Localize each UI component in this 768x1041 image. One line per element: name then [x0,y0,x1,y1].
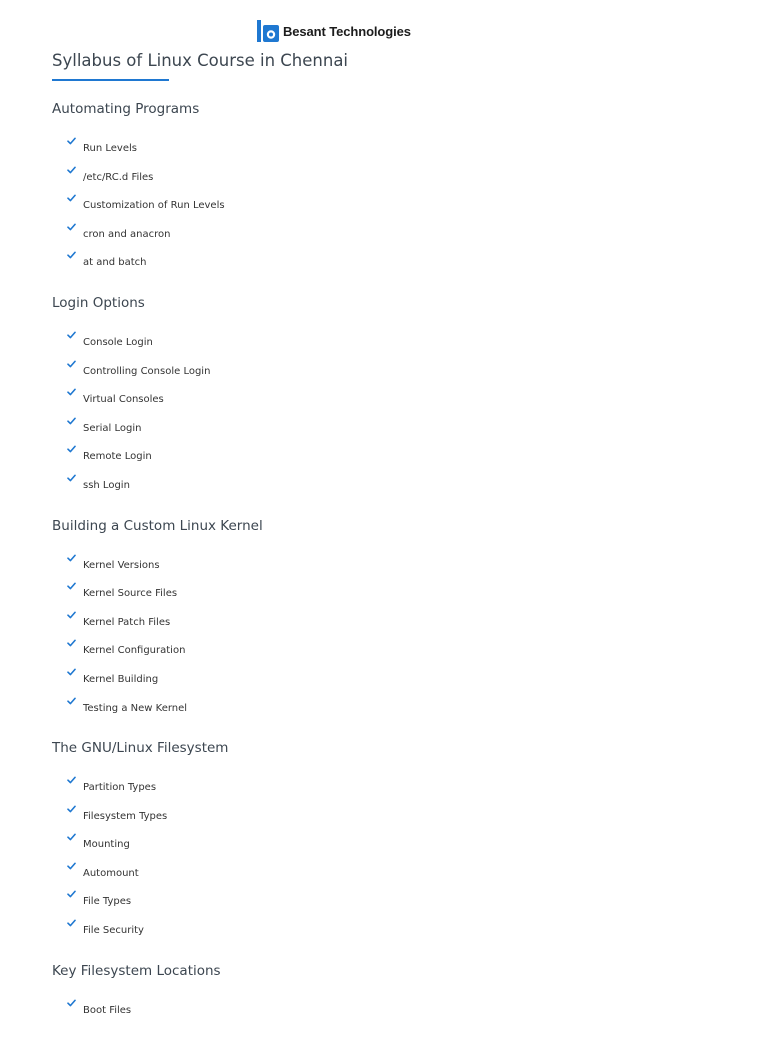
list-item-label: Filesystem Types [83,810,168,822]
list-item-label: File Security [83,925,144,937]
list-item-label: ssh Login [83,479,130,491]
check-icon [67,805,76,813]
check-icon [67,919,76,927]
check-icon [67,417,76,425]
brand-logo [257,20,411,42]
list-item-label: Partition Types [83,782,157,794]
list-item-label: Console Login [83,336,153,348]
list-item [52,616,732,645]
check-icon [67,331,76,339]
check-icon [67,999,76,1007]
syllabus-section [52,962,732,1033]
check-icon [67,166,76,174]
list-item-label: Controlling Console Login [83,365,211,377]
section-heading: The GNU/Linux Filesystem [52,740,229,757]
list-item [52,450,732,479]
list-item-label: /etc/RC.d Files [83,171,154,183]
list-item [52,199,732,228]
check-icon [67,388,76,396]
page-title: Syllabus of Linux Course in Chennai [52,51,349,70]
section-heading: Login Options [52,294,145,311]
list-item [52,810,732,839]
brand-name: Besant Technologies [283,23,411,39]
list-item [52,336,732,365]
list-item [52,644,732,673]
list-item-label: Boot Files [83,1004,132,1016]
section-heading: Automating Programs [52,101,200,117]
list-item [52,587,732,616]
check-icon [67,890,76,898]
check-icon [67,776,76,784]
check-icon [67,360,76,368]
check-icon [67,445,76,453]
section-heading: Key Filesystem Locations [52,962,221,979]
list-item [52,142,732,171]
list-item-label: Kernel Configuration [83,645,186,657]
check-icon [67,833,76,841]
list-item [52,228,732,257]
list-item-label: Serial Login [83,422,142,434]
list-item [52,838,732,867]
syllabus-content [52,100,732,1041]
list-item-label: cron and anacron [83,228,171,240]
list-item-label: Kernel Source Files [83,588,178,600]
list-item [52,702,732,731]
list-item-label: Kernel Building [83,673,159,685]
check-icon [67,194,76,202]
check-icon [67,639,76,647]
list-item [52,1004,732,1033]
check-icon [67,223,76,231]
list-item-label: Testing a New Kernel [83,702,188,714]
section-item-list [52,536,732,731]
section-item-list [52,981,732,1033]
list-item-label: Kernel Patch Files [83,616,171,628]
list-item [52,256,732,285]
list-item-label: File Types [83,896,132,908]
section-item-list [52,313,732,508]
list-item [52,924,732,953]
list-item [52,422,732,451]
list-item-label: Remote Login [83,451,152,463]
list-item [52,867,732,896]
check-icon [67,137,76,145]
list-item [52,781,732,810]
syllabus-section [52,517,732,731]
list-item-label: Automount [83,867,139,879]
list-item-label: Run Levels [83,143,137,154]
check-icon [67,251,76,259]
check-icon [67,862,76,870]
besant-logo-icon [257,20,279,42]
section-heading: Building a Custom Linux Kernel [52,517,263,534]
check-icon [67,697,76,705]
section-item-list [52,119,732,285]
check-icon [67,611,76,619]
list-item [52,479,732,508]
list-item [52,365,732,394]
section-item-list [52,758,732,953]
list-item [52,559,732,588]
check-icon [67,668,76,676]
list-item-label: Mounting [83,839,130,851]
list-item [52,895,732,924]
check-icon [67,582,76,590]
list-item-label: at and batch [83,257,147,269]
list-item [52,673,732,702]
list-item-label: Kernel Versions [83,559,160,571]
check-icon [67,474,76,482]
syllabus-section [52,739,732,953]
check-icon [67,554,76,562]
title-underline [52,79,169,81]
syllabus-section [52,294,732,508]
list-item [52,171,732,200]
syllabus-section [52,100,732,285]
list-item-label: Customization of Run Levels [83,200,225,212]
list-item-label: Virtual Consoles [83,394,164,406]
list-item [52,393,732,422]
